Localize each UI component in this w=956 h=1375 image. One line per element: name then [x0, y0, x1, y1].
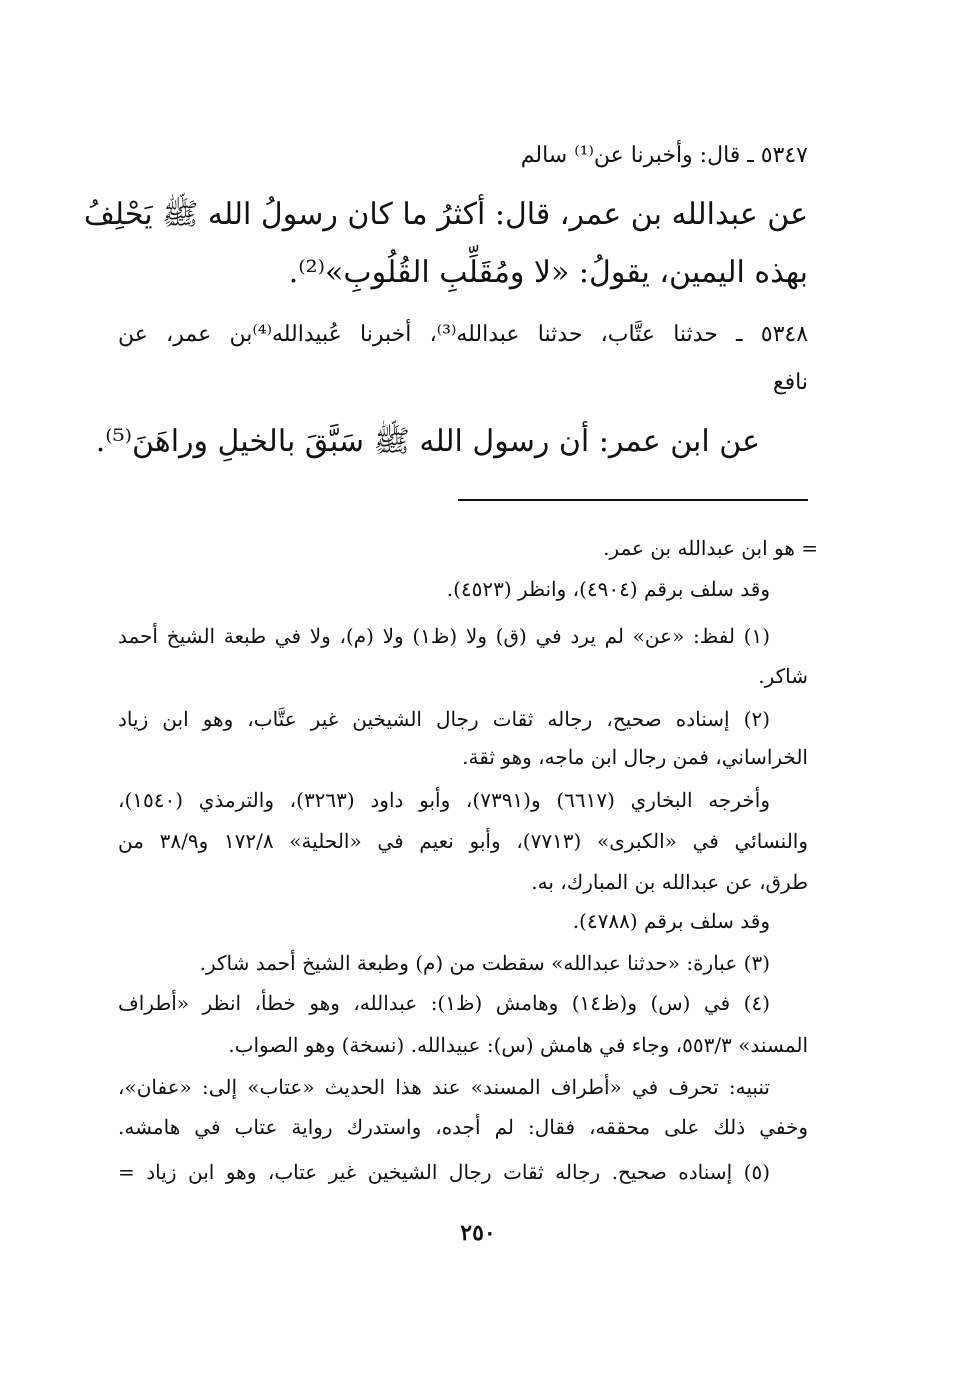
footnote-carry-line-1: = هو ابن عبدالله بن عمر. — [603, 536, 818, 560]
hadith-5348-text-line-1: عن ابن عمر: أن رسول الله ﷺ سَبَّقَ بالخيلِ وراهَنَ⁽⁵⁾. — [95, 424, 760, 459]
footnote-1-line-1: (١) لفظ: «عن» لم يرد في (ق) ولا (ظ١) ولا (م)، ولا في طبعة الشيخ أحمد — [118, 624, 770, 648]
hadith-5348-chain-line-1: ٥٣٤٨ ـ حدثنا عتَّاب، حدثنا عبدالله⁽³⁾، أخبرنا عُبيدالله⁽⁴⁾بن عمر، عن — [118, 322, 809, 347]
hadith-5347-text-line-1: عن عبدالله بن عمر، قال: أكثرُ ما كان رسولُ الله ﷺ يَحْلِفُ — [83, 197, 808, 232]
hadith-5348-chain-line-2: نافع — [772, 370, 808, 395]
footnote-2-line-4: والنسائي في «الكبرى» (٧٧١٣)، وأبو نعيم في «الحلية» ١٧٢/٨ و٣٨/٩ من — [118, 829, 809, 853]
footnote-2-line-6: وقد سلف برقم (٤٧٨٨). — [572, 909, 770, 933]
footnote-4-line-4: وخفي ذلك على محققه، فقال: لم أجده، واستدرك رواية عتاب في هامشه. — [118, 1115, 809, 1139]
footnote-4-line-1: (٤) في (س) و(ظ١٤) وهامش (ظ١): عبدالله، وهو خطأ، انظر «أطراف — [118, 991, 770, 1015]
page-number: ٢٥٠ — [460, 1220, 496, 1246]
footnote-3-line-1: (٣) عبارة: «حدثنا عبدالله» سقطت من (م) وطبعة الشيخ أحمد شاكر. — [199, 951, 770, 975]
footnote-2-line-2: الخراساني، فمن رجال ابن ماجه، وهو ثقة. — [462, 745, 808, 769]
footnote-4-line-2: المسند» ٥٥٣/٣، وجاء في هامش (س): عبيدالله. (نسخة) وهو الصواب. — [228, 1033, 808, 1057]
footnote-1-line-2: شاكر. — [758, 664, 808, 688]
footnote-4-line-3: تنبيه: تحرف في «أطراف المسند» عند هذا الحديث «عتاب» إلى: «عفان»، — [118, 1075, 770, 1099]
hadith-5347-chain: ٥٣٤٧ ـ قال: وأخبرنا عن⁽¹⁾ سالم — [520, 143, 808, 168]
footnote-2-line-1: (٢) إسناده صحيح، رجاله ثقات رجال الشيخين غير عتَّاب، وهو ابن زياد — [118, 707, 770, 731]
footnote-5-line-1: (٥) إسناده صحيح. رجاله ثقات رجال الشيخين غير عتاب، وهو ابن زياد = — [118, 1160, 770, 1184]
footnote-separator — [458, 499, 808, 501]
footnote-carry-line-2: وقد سلف برقم (٤٩٠٤)، وانظر (٤٥٢٣). — [446, 577, 770, 601]
hadith-5347-text-line-2: بهذه اليمين، يقولُ: «لا ومُقَلِّبِ القُلُوبِ»⁽²⁾. — [288, 255, 808, 290]
footnote-2-line-5: طرق، عن عبدالله بن المبارك، به. — [531, 870, 808, 894]
footnote-2-line-3: وأخرجه البخاري (٦٦١٧) و(٧٣٩١)، وأبو داود (٣٢٦٣)، والترمذي (١٥٤٠)، — [118, 788, 771, 812]
